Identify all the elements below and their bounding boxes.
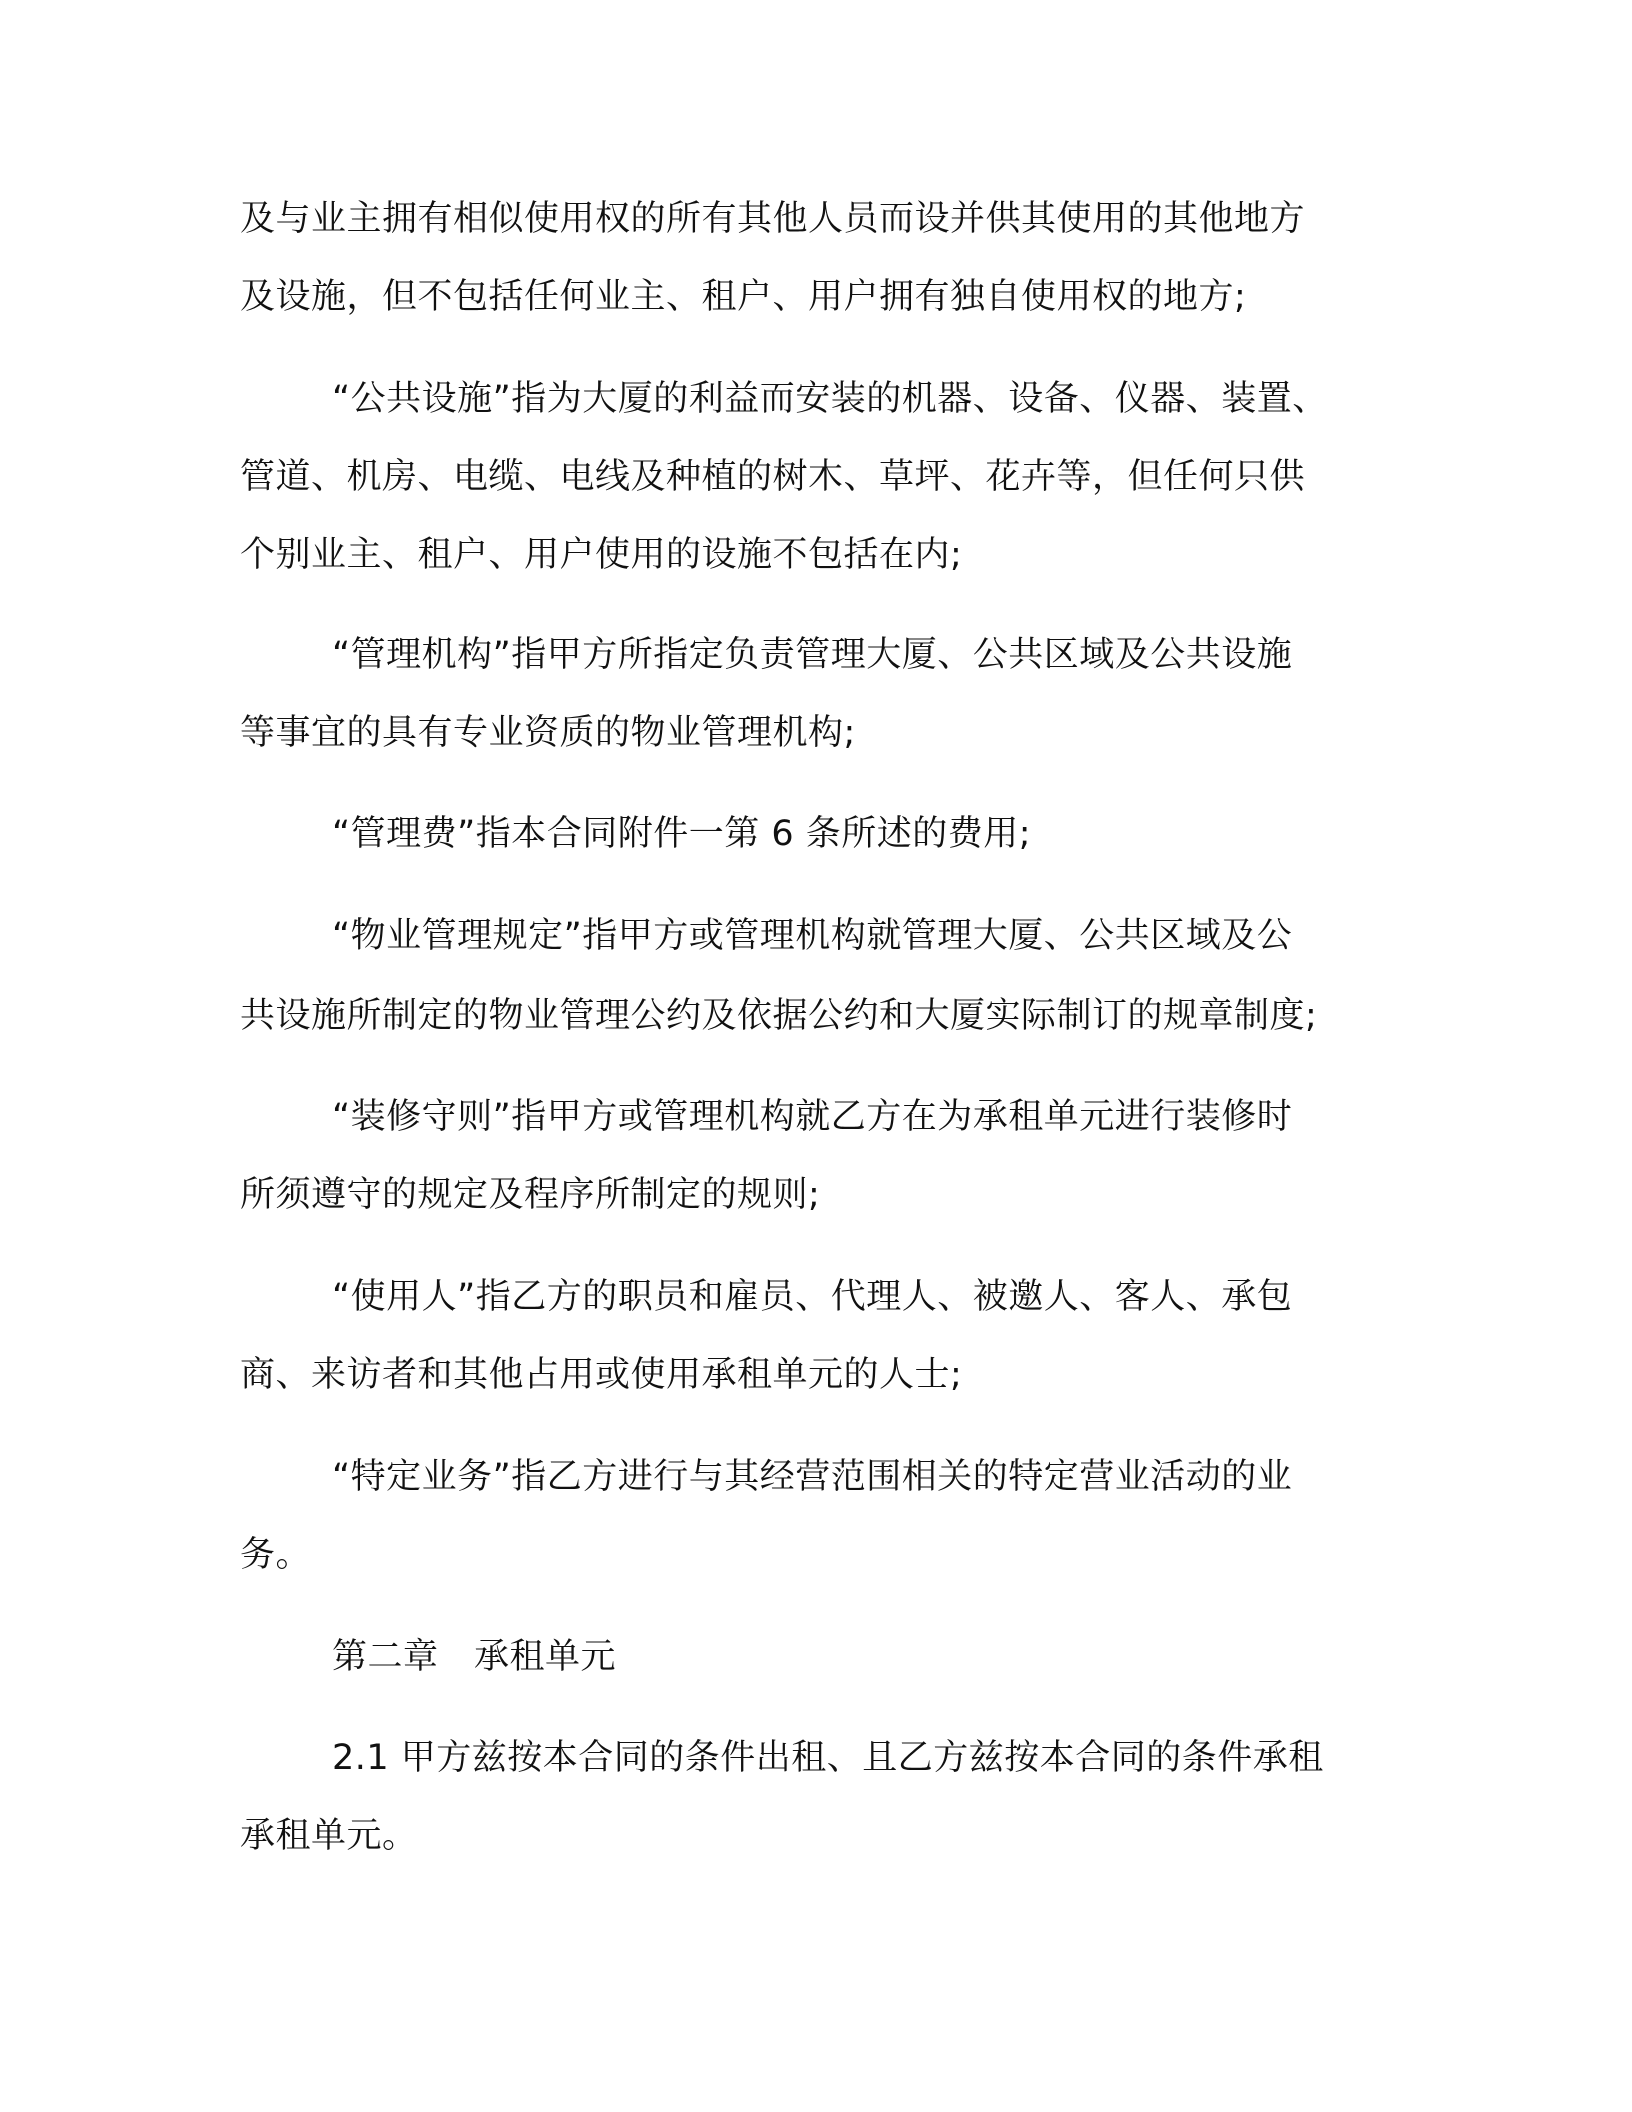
definition-line: “使用人”指乙方的职员和雇员、代理人、被邀人、客人、承包: [332, 1277, 1293, 1317]
definition-line: “物业管理规定”指甲方或管理机构就管理大厦、公共区域及公: [332, 916, 1293, 956]
chapter-heading: 第二章 承租单元: [332, 1637, 617, 1677]
text-line: 等事宜的具有专业资质的物业管理机构;: [240, 713, 856, 753]
definition-line: “装修守则”指甲方或管理机构就乙方在为承租单元进行装修时: [332, 1097, 1293, 1137]
text-line: 所须遵守的规定及程序所制定的规则;: [240, 1175, 821, 1215]
definition-line: “管理费”指本合同附件一第 6 条所述的费用;: [332, 814, 1032, 854]
text-line: 及设施，但不包括任何业主、租户、用户拥有独自使用权的地方;: [240, 277, 1247, 317]
definition-line: “管理机构”指甲方所指定负责管理大厦、公共区域及公共设施: [332, 635, 1293, 675]
text-line: 务。: [240, 1535, 312, 1575]
definition-line: “公共设施”指为大厦的利益而安装的机器、设备、仪器、装置、: [332, 379, 1328, 419]
text-line: 承租单元。: [240, 1816, 418, 1856]
text-line: 及与业主拥有相似使用权的所有其他人员而设并供其使用的其他地方: [240, 199, 1306, 239]
text-line: 共设施所制定的物业管理公约及依据公约和大厦实际制订的规章制度;: [240, 996, 1318, 1036]
text-line: 管道、机房、电缆、电线及种植的树木、草坪、花卉等，但任何只供: [240, 457, 1306, 497]
text-line: 商、来访者和其他占用或使用承租单元的人士;: [240, 1355, 963, 1395]
clause-line: 2.1 甲方兹按本合同的条件出租、且乙方兹按本合同的条件承租: [332, 1738, 1324, 1778]
definition-line: “特定业务”指乙方进行与其经营范围相关的特定营业活动的业: [332, 1457, 1293, 1497]
text-line: 个别业主、租户、用户使用的设施不包括在内;: [240, 535, 963, 575]
